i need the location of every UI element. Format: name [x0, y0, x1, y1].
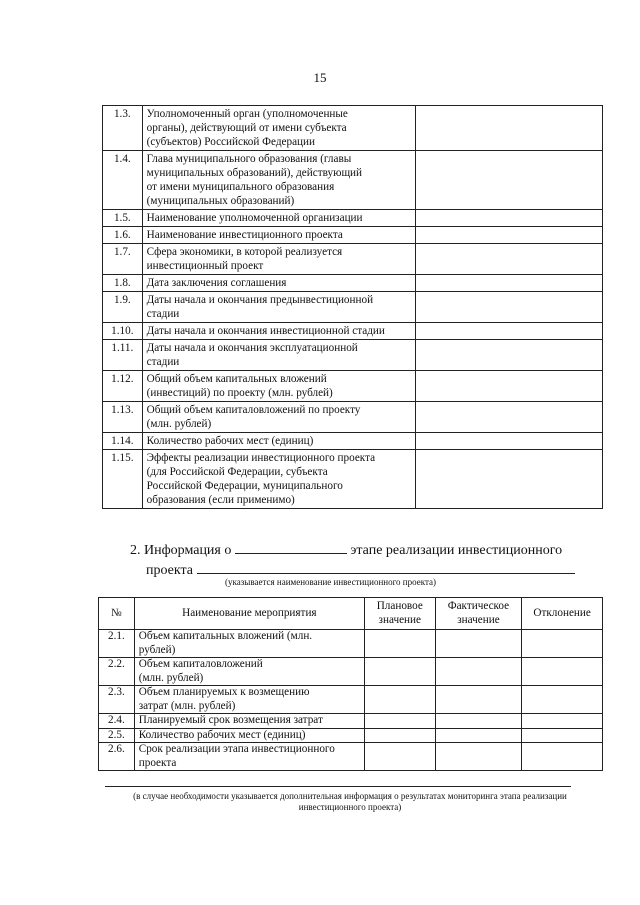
footnote-line: инвестиционного проекта) [298, 802, 402, 812]
row-label-line: органы), действующий от имени субъекта [146, 122, 347, 134]
row-number: 1.3. [103, 106, 143, 151]
actual-value-cell[interactable] [435, 630, 522, 658]
table-row [103, 210, 603, 227]
row-label-line: стадии [146, 308, 180, 320]
actual-value-cell[interactable] [435, 728, 522, 743]
actual-value-cell[interactable] [435, 714, 522, 729]
row-number: 1.14. [103, 433, 143, 450]
planned-value-cell[interactable] [364, 743, 435, 771]
stage-name-blank[interactable] [235, 540, 347, 554]
row-label-line: Общий объем капиталовложений по проекту [146, 404, 361, 416]
header-num: № [99, 598, 135, 630]
table-row [103, 402, 603, 433]
table-row [103, 275, 603, 292]
actual-value-cell[interactable] [435, 658, 522, 686]
page-number: 15 [313, 70, 327, 85]
row-label-line: Эффекты реализации инвестиционного проекта [146, 452, 376, 464]
value-cell[interactable] [415, 292, 602, 323]
table-row [103, 106, 603, 151]
row-number: 2.5. [99, 728, 135, 743]
stage-measures-table [98, 597, 603, 771]
planned-value-cell[interactable] [364, 728, 435, 743]
row-label [142, 292, 415, 323]
header-actual-line: значение [457, 613, 500, 626]
row-number: 1.10. [103, 323, 143, 340]
row-label-line: Срок реализации этапа инвестиционного [138, 743, 335, 755]
row-number: 2.1. [99, 630, 135, 658]
row-label [142, 340, 415, 371]
row-label [142, 244, 415, 275]
actual-value-cell[interactable] [435, 686, 522, 714]
row-label [134, 630, 364, 658]
table-row [99, 743, 603, 771]
row-number: 1.6. [103, 227, 143, 244]
section-2-heading [130, 540, 600, 580]
row-label-line: проекта [138, 756, 177, 769]
row-label-line: Общий объем капитальных вложений [146, 373, 327, 385]
table-header-row [99, 598, 603, 630]
value-cell[interactable] [415, 323, 602, 340]
row-label-line: Глава муниципального образования (главы [146, 153, 352, 165]
row-label [142, 151, 415, 210]
row-label [142, 106, 415, 151]
row-label-line: Количество рабочих мест (единиц) [146, 435, 314, 447]
row-number: 2.3. [99, 686, 135, 714]
row-number: 1.7. [103, 244, 143, 275]
project-info-table [102, 105, 603, 509]
header-planned [364, 598, 435, 630]
header-actual-line: Фактическое [447, 600, 510, 612]
row-label-line: Российской Федерации, муниципального [146, 480, 343, 492]
table-row [103, 151, 603, 210]
row-label [142, 450, 415, 509]
row-label [142, 433, 415, 450]
footnote-line: (в случае необходимости указывается дополнительная информация о результатах мониторинга этапа реализации [133, 791, 567, 801]
row-label-line: Планируемый срок возмещения затрат [138, 714, 323, 726]
row-label [134, 728, 364, 743]
row-label-line: муниципальных образований), действующий [146, 167, 363, 179]
row-label [134, 658, 364, 686]
value-cell[interactable] [415, 151, 602, 210]
row-label-line: (инвестиций) по проекту (млн. рублей) [146, 387, 333, 399]
row-label [142, 371, 415, 402]
deviation-cell[interactable] [522, 728, 603, 743]
row-label-line: инвестиционный проект [146, 260, 264, 272]
row-number: 2.6. [99, 743, 135, 771]
row-label [142, 323, 415, 340]
row-number: 1.9. [103, 292, 143, 323]
header-deviation: Отклонение [522, 598, 603, 630]
header-planned-line: значение [378, 613, 421, 626]
value-cell[interactable] [415, 244, 602, 275]
row-label-line: затрат (млн. рублей) [138, 699, 236, 712]
row-number: 2.2. [99, 658, 135, 686]
table-row [103, 323, 603, 340]
row-number: 1.5. [103, 210, 143, 227]
table-row [99, 630, 603, 658]
row-label [134, 686, 364, 714]
table-row [103, 292, 603, 323]
row-label [142, 210, 415, 227]
row-label-line: Количество рабочих мест (единиц) [138, 728, 306, 741]
actual-value-cell[interactable] [435, 743, 522, 771]
row-label-line: Уполномоченный орган (уполномоченные [146, 108, 348, 120]
row-number: 1.4. [103, 151, 143, 210]
row-label-line: Сфера экономики, в которой реализуется [146, 246, 343, 258]
planned-value-cell[interactable] [364, 686, 435, 714]
row-label-line: Объем планируемых к возмещению [138, 686, 310, 698]
row-number: 1.12. [103, 371, 143, 402]
row-label-line: (млн. рублей) [146, 418, 212, 430]
row-label [142, 402, 415, 433]
value-cell[interactable] [415, 450, 602, 509]
row-label-line: (млн. рублей) [138, 671, 204, 684]
planned-value-cell[interactable] [364, 658, 435, 686]
row-number: 1.15. [103, 450, 143, 509]
row-label-line: Наименование уполномоченной организации [146, 212, 363, 224]
section-2-title-part2: этапе реализации инвестиционного [350, 543, 563, 558]
row-label-line: от имени муниципального образования [146, 181, 335, 193]
row-number: 2.4. [99, 714, 135, 729]
deviation-cell[interactable] [522, 686, 603, 714]
value-cell[interactable] [415, 340, 602, 371]
project-name-hint: (указывается наименование инвестиционного проекта) [225, 577, 436, 587]
row-label-line: Даты начала и окончания эксплуатационной [146, 342, 358, 354]
header-actual [435, 598, 522, 630]
additional-info-blank[interactable] [105, 786, 571, 787]
deviation-cell[interactable] [522, 743, 603, 771]
row-label [134, 743, 364, 771]
deviation-cell[interactable] [522, 714, 603, 729]
table-row [103, 433, 603, 450]
row-label-line: Наименование инвестиционного проекта [146, 229, 343, 241]
row-label-line: Объем капиталовложений [138, 658, 263, 670]
value-cell[interactable] [415, 210, 602, 227]
row-label-line: стадии [146, 356, 180, 368]
row-label-line: Объем капитальных вложений (млн. [138, 630, 313, 642]
value-cell[interactable] [415, 433, 602, 450]
table-row [103, 340, 603, 371]
table-row [99, 728, 603, 743]
planned-value-cell[interactable] [364, 630, 435, 658]
section-2-title-part1: 2. Информация о [130, 543, 232, 558]
value-cell[interactable] [415, 371, 602, 402]
row-number: 1.13. [103, 402, 143, 433]
header-planned-line: Плановое [376, 600, 423, 612]
project-name-blank[interactable] [197, 560, 575, 574]
table-row [99, 658, 603, 686]
value-cell[interactable] [415, 227, 602, 244]
footnote [95, 791, 605, 813]
section-2-title-line2: проекта [146, 563, 193, 578]
row-number: 1.11. [103, 340, 143, 371]
row-label-line: Дата заключения соглашения [146, 277, 287, 289]
table-row [103, 227, 603, 244]
row-label [134, 714, 364, 729]
row-label-line: (для Российской Федерации, субъекта [146, 466, 328, 478]
row-label-line: (субъектов) Российской Федерации [146, 136, 316, 148]
table-row [99, 714, 603, 729]
header-name: Наименование мероприятия [134, 598, 364, 630]
row-label-line: Даты начала и окончания предынвестиционной [146, 294, 374, 306]
table-row [103, 450, 603, 509]
planned-value-cell[interactable] [364, 714, 435, 729]
deviation-cell[interactable] [522, 658, 603, 686]
row-label-line: рублей) [138, 643, 176, 656]
row-label-line: образования (если применимо) [146, 494, 295, 506]
table-row [103, 371, 603, 402]
value-cell[interactable] [415, 402, 602, 433]
deviation-cell[interactable] [522, 630, 603, 658]
table-row [103, 244, 603, 275]
value-cell[interactable] [415, 275, 602, 292]
row-number: 1.8. [103, 275, 143, 292]
table-row [99, 686, 603, 714]
row-label-line: Даты начала и окончания инвестиционной стадии [146, 325, 385, 337]
value-cell[interactable] [415, 106, 602, 151]
row-label [142, 227, 415, 244]
row-label-line: (муниципальных образований) [146, 195, 295, 207]
row-label [142, 275, 415, 292]
